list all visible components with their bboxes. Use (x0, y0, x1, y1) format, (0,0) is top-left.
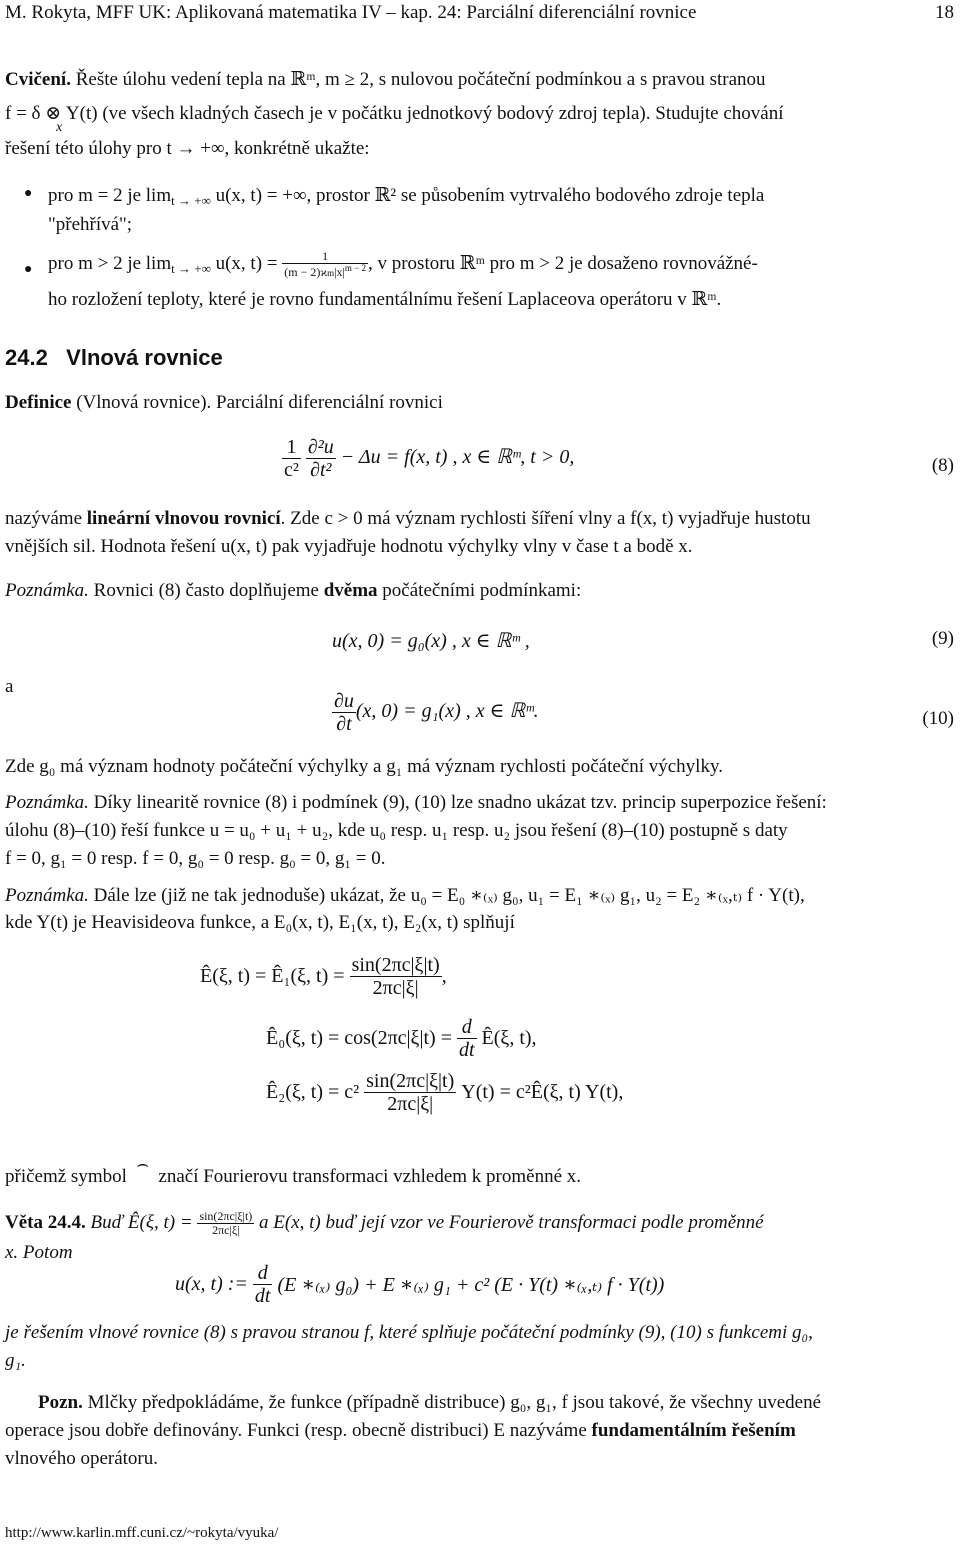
note-line-2 (5, 1420, 796, 1442)
remark-1-label: Poznámka. (5, 580, 89, 601)
definition-after-1a: nazýváme (5, 508, 87, 529)
remark-2-line-3: f = 0, g₁ = 0 resp. f = 0, g₀ = 0 resp. g₀ = 0, g₁ = 0. (5, 848, 386, 869)
theorem-formula-den: dt (254, 1285, 271, 1307)
eq8-den-2: ∂t² (310, 459, 332, 481)
note-line-3: vlnového operátoru. (5, 1448, 159, 1469)
theorem-formula-frac (253, 1262, 273, 1307)
formula-1 (200, 954, 447, 999)
exercise-line-1 (5, 68, 766, 91)
bullet-1-lim-sub: t → +∞ (171, 193, 211, 208)
equation-8-number: (8) (931, 455, 954, 476)
eq10-num: ∂u (334, 690, 354, 712)
bullet-1-line-1 (48, 184, 764, 209)
note-bold-term: fundamentálním řešením (591, 1420, 796, 1441)
formula-2-frac (457, 1016, 477, 1061)
theorem-frac (197, 1210, 254, 1237)
eq8-num-2: ∂²u (307, 436, 334, 458)
equation-9: u(x, 0) = g₀(x) , x ∈ ℝᵐ , (332, 630, 530, 652)
theorem-text-b: a E(x, t) buď její vzor ve Fourierově transformaci podle proměnné (254, 1212, 764, 1234)
equation-10 (332, 690, 539, 735)
bullet-2-marker: ● (24, 262, 33, 277)
theorem-formula-lhs: u(x, t) := (175, 1273, 248, 1295)
exercise-text-1: Řešte úlohu vedení tepla na ℝᵐ, m ≥ 2, s nulovou počáteční podmínkou a s pravou stranou (75, 69, 766, 90)
theorem-formula-rest: (E ∗₍ₓ₎ g₀) + E ∗₍ₓ₎ g₁ + c² (E · Y(t) ∗₍ₓ,ₜ₎ f · Y(t)) (277, 1274, 665, 1296)
formula-3-den: 2πc|ξ| (387, 1093, 434, 1115)
bullet-1-text: pro m = 2 je lim (48, 185, 172, 206)
bullet-2-text-a: pro m > 2 je lim (48, 253, 172, 275)
theorem-frac-num: sin(2πc|ξ|t) (199, 1209, 253, 1223)
formula-2-den: dt (458, 1039, 475, 1061)
bullet-2-line-1 (48, 250, 758, 279)
remark-1-bold: dvěma (323, 580, 378, 601)
exercise-line-2 (5, 102, 783, 125)
remark-1-text-a: Rovnici (8) často doplňujeme (88, 580, 324, 601)
eq8-rest: − Δu = f(x, t) , x ∈ ℝᵐ, t > 0, (340, 446, 575, 469)
remark-2-label: Poznámka. (5, 792, 89, 813)
bullet-2-line-2: ho rozložení teploty, které je rovno fundamentálnímu řešení Laplaceova operátoru v ℝᵐ. (48, 289, 722, 310)
formula-3-tail: Y(t) = c²Ê(ξ, t) Y(t), (461, 1081, 624, 1103)
formula-2-lhs: Ê₀(ξ, t) = cos(2πc|ξ|t) = (266, 1027, 452, 1049)
bullet-2-text-c: , v prostoru ℝᵐ pro m > 2 je dosaženo rovnovážné- (367, 253, 758, 275)
definition-after-1b: . Zde c > 0 má význam rychlosti šíření vlny a f(x, t) vyjadřuje hustotu (280, 508, 811, 529)
remark-3-after (5, 1154, 582, 1188)
bullet-2-frac-den (282, 264, 368, 279)
bullet-2-frac-den-sub: m (327, 268, 335, 279)
section-number: 24.2 (5, 345, 48, 370)
equation-8 (282, 436, 574, 481)
formula-3-num: sin(2πc|ξ|t) (366, 1070, 455, 1092)
theorem-after-1: je řešením vlnové rovnice (8) s pravou stranou f, které splňuje počáteční podmínky (9), (10) s funkcemi g₀, (5, 1322, 813, 1343)
eq10-den: ∂t (336, 713, 352, 735)
exercise-label: Cvičení. (5, 69, 71, 90)
theorem-formula-num: d (253, 1262, 273, 1285)
bullet-1-line-2: "přehřívá"; (48, 214, 133, 235)
theorem-line-1 (5, 1210, 764, 1237)
formula-3-frac (364, 1070, 456, 1115)
running-title: M. Rokyta, MFF UK: Aplikovaná matematika IV – kap. 24: Parciální diferenciální rovnice (5, 2, 697, 23)
remark-3-after-b: značí Fourierovu transformaci vzhledem k proměnné x. (158, 1166, 582, 1187)
remark-3-line-1 (5, 884, 805, 907)
definition-intro-text: Parciální diferenciální rovnici (211, 392, 443, 413)
formula-2-tail: Ê(ξ, t), (481, 1027, 537, 1049)
remark-3-line-2: kde Y(t) je Heavisideova funkce, a E₀(x, t), E₁(x, t), E₂(x, t) splňují (5, 912, 515, 933)
remark-1-intro (5, 580, 581, 602)
formula-2-num: d (457, 1016, 477, 1039)
formula-1-num: sin(2πc|ξ|t) (351, 954, 440, 976)
formula-1-den: 2πc|ξ| (372, 977, 419, 999)
note-line-1 (38, 1392, 821, 1414)
formula-1-frac (350, 954, 442, 999)
theorem-frac-den: 2πc|ξ| (212, 1223, 240, 1238)
note-text-2a: operace jsou dobře definovány. Funkci (resp. obecně distribuci) E nazýváme (5, 1420, 592, 1441)
note-label: Pozn. (38, 1392, 83, 1413)
bullet-1-rest: u(x, t) = +∞, prostor ℝ² se působením vytrvalého bodového zdroje tepla (210, 185, 765, 206)
theorem-formula (175, 1262, 664, 1307)
footer-link[interactable]: http://www.karlin.mff.cuni.cz/~rokyta/vyuka/ (5, 1525, 279, 1541)
bullet-2-frac-num: 1 (282, 250, 368, 264)
section-heading (5, 345, 223, 371)
bullet-2-fraction (282, 250, 368, 279)
bullet-2-text-b: u(x, t) = (210, 253, 283, 275)
theorem-line-2: x. Potom (5, 1242, 73, 1263)
exercise-text-2: f = δ ⊗ Y(t) (ve všech kladných časech je v počátku jednotkový bodový zdroj tepla). Studujte chování (5, 103, 784, 124)
eq8-den-1: c² (284, 459, 299, 481)
exercise-line-3: řešení této úlohy pro t → +∞, konkrétně ukažte: (5, 138, 370, 159)
formula-3 (266, 1070, 623, 1115)
eq10-frac (332, 690, 356, 735)
formula-2 (266, 1016, 537, 1061)
theorem-label: Věta 24.4. (5, 1212, 86, 1234)
bullet-2-frac-den-tail: |x| (334, 265, 345, 280)
remark-1-text-b: počátečními podmínkami: (377, 580, 582, 601)
remark-3-after-a: přičemž symbol (5, 1166, 127, 1187)
delta-subscript: x (56, 120, 63, 135)
remark-2-line-2: úlohu (8)–(10) řeší funkce u = u₀ + u₁ + u₂, kde u₀ resp. u₁ resp. u₂ jsou řešení (8)–(10) postupně s daty (5, 820, 788, 841)
bullet-1-marker: ● (24, 186, 33, 201)
eq8-frac-1 (282, 436, 301, 481)
definition-term: lineární vlnovou rovnicí (86, 508, 281, 529)
remark-2-text-1: Díky linearitě rovnice (8) i podmínek (9), (10) lze snadno ukázat tzv. princip superpozice řešení: (88, 792, 827, 813)
section-title: Vlnová rovnice (66, 345, 223, 370)
remark-1-after: Zde g₀ má význam hodnoty počáteční výchylky a g₁ má význam rychlosti počáteční výchylky. (5, 756, 723, 777)
bullet-2-frac-den-main: (m − 2)ϰ (284, 265, 328, 280)
definition-name: (Vlnová rovnice). (76, 392, 212, 413)
equation-10-number: (10) (922, 708, 954, 729)
definition-label: Definice (5, 392, 72, 413)
theorem-after-2: g₁. (5, 1350, 26, 1371)
running-header (5, 2, 696, 24)
page-number: 18 (935, 2, 954, 23)
remark-3-label: Poznámka. (5, 885, 89, 906)
eq8-frac-2 (306, 436, 336, 481)
bullet-2-lim-sub: t → +∞ (171, 261, 211, 277)
formula-1-tail: , (441, 965, 447, 987)
equation-9-number: (9) (931, 628, 954, 649)
footer-url[interactable] (5, 1525, 278, 1542)
formula-1-lhs: Ê(ξ, t) = Ê₁(ξ, t) = (200, 965, 345, 987)
formula-3-lhs: Ê₂(ξ, t) = c² (266, 1081, 360, 1103)
eq10-rest: (x, 0) = g₁(x) , x ∈ ℝᵐ. (355, 700, 539, 723)
theorem-text-a: Buď Ê(ξ, t) = (85, 1212, 198, 1234)
definition-after-2: vnějších sil. Hodnota řešení u(x, t) pak vyjadřuje hodnotu výchylky vlny v čase t a bodě x. (5, 536, 693, 557)
definition-intro (5, 392, 443, 414)
note-text-1: Mlčky předpokládáme, že funkce (případně distribuce) g₀, g₁, f jsou takové, že všechny uvedené (82, 1392, 822, 1413)
bullet-2-frac-den-sup: m − 2 (344, 263, 366, 274)
eq8-num-1: 1 (282, 436, 301, 459)
definition-after-1 (5, 508, 811, 530)
hat-symbol: ⌢ (136, 1154, 149, 1175)
remark-2-line-1 (5, 792, 827, 814)
and-word: a (5, 676, 14, 697)
remark-3-text-1: Dále lze (již ne tak jednoduše) ukázat, že u₀ = E₀ ∗₍ₓ₎ g₀, u₁ = E₁ ∗₍ₓ₎ g₁, u₂ = E₂ ∗₍ₓ,ₜ₎ f · Y(t), (88, 885, 805, 906)
